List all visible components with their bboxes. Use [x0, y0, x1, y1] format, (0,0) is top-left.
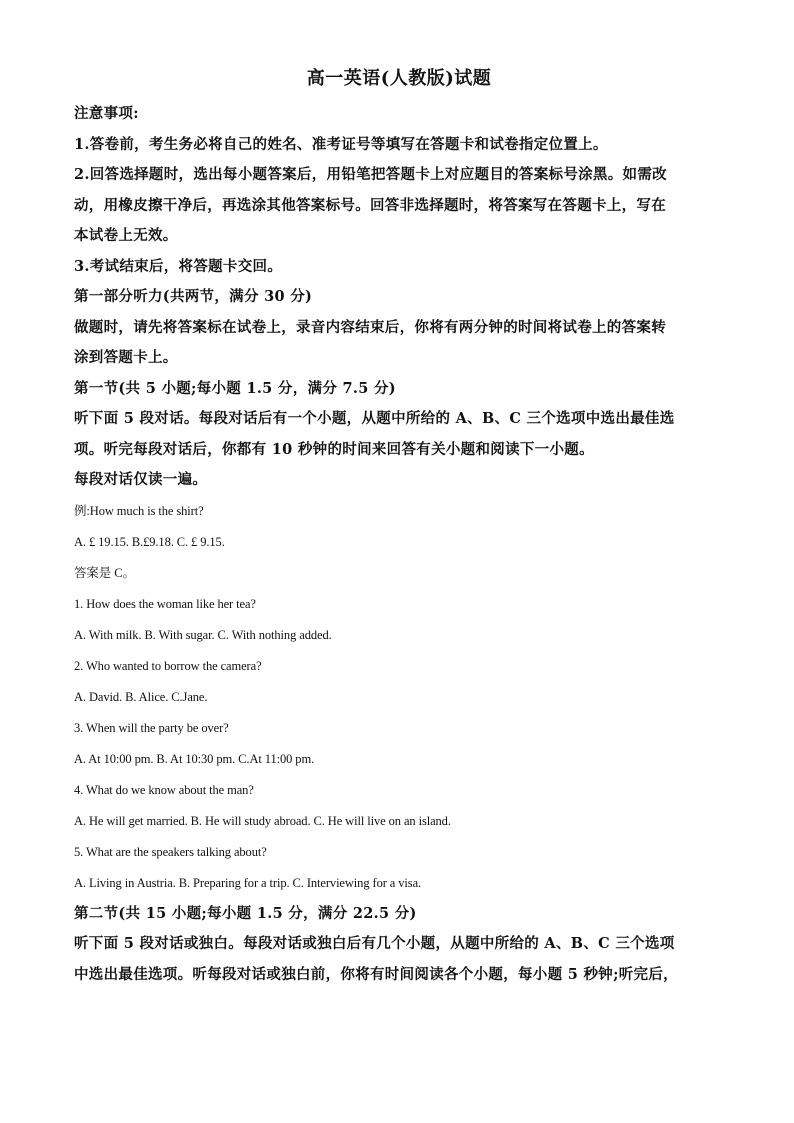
part1-heading: 第一部分听力(共两节，满分 30 分): [74, 288, 313, 305]
section2-heading: 第二节(共 15 小题;每小题 1.5 分，满分 22.5 分): [74, 904, 417, 922]
question-4-options: A. He will get married. B. He will study abroad. C. He will live on an island.: [74, 813, 451, 828]
section2-instructions-line-1: 听下面 5 段对话或独白。每段对话或独白后有几个小题，从题中所给的 A、B、C 三个选项: [74, 935, 675, 952]
question-2: 2. Who wanted to borrow the camera?: [74, 658, 262, 673]
notice-heading: 注意事项:: [74, 105, 139, 122]
notice-item-2-line-3: 本试卷上无效。: [74, 227, 178, 244]
part1-intro-line-2: 涂到答题卡上。: [74, 349, 178, 366]
question-5: 5. What are the speakers talking about?: [74, 844, 267, 859]
exam-page: [74, 66, 724, 990]
question-2-options: A. David. B. Alice. C.Jane.: [74, 689, 208, 704]
notice-item-3: 3.考试结束后，将答题卡交回。: [74, 257, 283, 275]
section1-heading: 第一节(共 5 小题;每小题 1.5 分，满分 7.5 分): [74, 379, 396, 397]
question-5-options: A. Living in Austria. B. Preparing for a trip. C. Interviewing for a visa.: [74, 875, 422, 890]
section1-instructions-line-1: 听下面 5 段对话。每段对话后有一个小题，从题中所给的 A、B、C 三个选项中选出最佳选: [74, 410, 675, 427]
question-1-options: A. With milk. B. With sugar. C. With nothing added.: [74, 627, 332, 642]
part1-intro-line-1: 做题时，请先将答案标在试卷上，录音内容结束后，你将有两分钟的时间将试卷上的答案转: [74, 318, 666, 336]
section2-instructions-line-2: 中选出最佳选项。听每段对话或独白前，你将有时间阅读各个小题，每小题 5 秒钟;听完后，: [74, 965, 678, 983]
question-3-options: A. At 10:00 pm. B. At 10:30 pm. C.At 11:00 pm.: [74, 751, 315, 766]
question-4: 4. What do we know about the man?: [74, 782, 254, 797]
page-title: 高一英语(人教版)试题: [306, 68, 492, 89]
notice-item-1: 1.答卷前，考生务必将自己的姓名、准考证号等填写在答题卡和试卷指定位置上。: [74, 135, 608, 153]
section1-instructions-line-2: 项。听完每段对话后，你都有 10 秒钟的时间来回答有关小题和阅读下一小题。: [74, 440, 594, 458]
notice-item-2-line-2: 动，用橡皮擦干净后，再选涂其他答案标号。回答非选择题时，将答案写在答题卡上，写在: [74, 196, 666, 214]
example-answer: 答案是 C。: [74, 565, 135, 580]
example-options: A. £ 19.15. B.£9.18. C. £ 9.15.: [74, 534, 225, 549]
example-question: 例:How much is the shirt?: [74, 503, 204, 518]
question-1: 1. How does the woman like her tea?: [74, 596, 256, 611]
question-3: 3. When will the party be over?: [74, 720, 229, 735]
notice-item-2-line-1: 2.回答选择题时，选出每小题答案后，用铅笔把答题卡上对应题目的答案标号涂黑。如需改: [74, 166, 667, 183]
section1-instructions-line-3: 每段对话仅读一遍。: [74, 471, 208, 488]
